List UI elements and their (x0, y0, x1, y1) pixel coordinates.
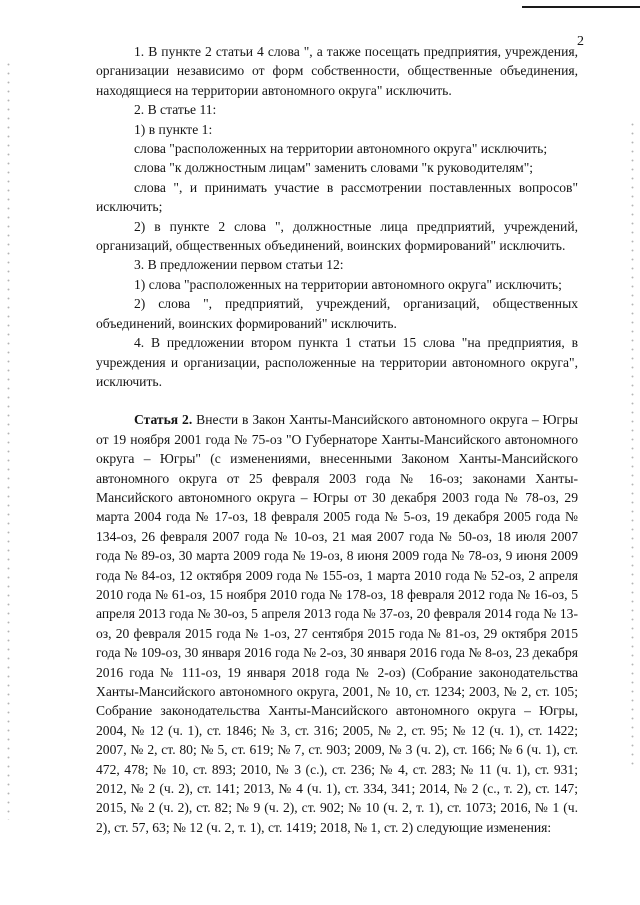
paragraph: слова "расположенных на территории автономного округа" исключить; (134, 141, 548, 157)
paragraph: 2. В статье 11: (134, 102, 217, 118)
paragraph: 3. В предложении первом статьи 12: (134, 257, 344, 273)
paragraph: 4. В предложении втором пункта 1 статьи 15 слова "на предприятия, в учреждения и организации, расположенные на территории автономного округа", исключить. (96, 335, 578, 389)
paragraph-gap (96, 391, 578, 410)
paragraph: слова ", и принимать участие в рассмотрении поставленных вопросов" исключить; (96, 179, 578, 215)
paragraph: 1) слова "расположенных на территории автономного округа" исключить; (134, 276, 562, 292)
scan-right-margin-marks (631, 120, 634, 770)
article-2-paragraph (96, 410, 578, 837)
paragraph: 1) в пункте 1: (134, 121, 213, 137)
article-heading: Статья 2. (134, 412, 193, 428)
scan-top-rule (522, 6, 640, 8)
paragraph: 2) слова ", предприятий, учреждений, организаций, общественных объединений, воинских формирований" исключить. (96, 296, 578, 331)
paragraph: 1. В пункте 2 статьи 4 слова ", а также посещать предприятия, учреждения, организации независимо от форм собственности, общественные объединения, находящиеся на территории автономного округа" исключить. (96, 44, 578, 98)
paragraph: 2) в пункте 2 слова ", должностные лица предприятий, учреждений, организаций, общественных объединений, воинских формирований" исключить. (96, 218, 578, 254)
page-number: 2 (577, 34, 584, 49)
document-body (96, 42, 578, 837)
article-2-text: Внести в Закон Ханты-Мансийского автономного округа – Югры от 19 ноября 2001 года № 75-оз "О Губернаторе Ханты-Мансийского автономного округа – Югры" (с изменениями, внесенными Законом Ханты-Мансийского автономного округа от 25 февраля 2003 года № 16-оз; законами Ханты-Мансийского автономного округа – Югры от 30 декабря 2003 года № 78-оз, 29 марта 2004 года № 17-оз, 18 февраля 2005 года № 5-оз, 19 декабря 2005 года № 134-оз, 26 февраля 2007 года № 10-оз, 21 мая 2007 года № 50-оз, 18 июля 2007 года № 89-оз, 30 марта 2009 года № 19-оз, 8 июня 2009 года № 78-оз, 9 июня 2009 года № 84-оз, 12 октября 2009 года № 155-оз, 1 марта 2010 года № 52-оз, 2 апреля 2010 года № 61-оз, 15 ноября 2010 года № 178-оз, 18 февраля 2012 года № 16-оз, 5 апреля 2013 года № 30-оз, 5 апреля 2013 года № 37-оз, 20 февраля 2014 года № 13-оз, 20 февраля 2015 года № 1-оз, 27 сентября 2015 года № 81-оз, 29 октября 2015 года № 109-оз, 30 января 2016 года № 2-оз, 30 января 2016 года № 8-оз, 23 декабря 2016 года № 111-оз, 19 января 2018 года № 2-оз) (Собрание законодательства Ханты-Мансийского автономного округа, 2001, № 10, ст. 1234; 2003, № 2, ст. 105; Собрание законодательства Ханты-Мансийского автономного округа – Югры, 2004, № 12 (ч. 1), ст. 1846; № 3, ст. 316; 2005, № 2, ст. 95; № 12 (ч. 1), ст. 1422; 2007, № 2, ст. 80; № 5, ст. 619; № 7, ст. 903; 2009, № 3 (ч. 2), ст. 166; № 6 (ч. 1), ст. 472, 478; № 10, ст. 893; 2010, № 3 (с.), ст. 236; № 4, ст. 283; № 11 (ч. 1), ст. 931; 2012, № 2 (ч. 2), ст. 141; 2013, № 4 (ч. 1), ст. 334, 341; 2014, № 2 (с., т. 2), ст. 147; 2015, № 2 (ч. 2), ст. 82; № 9 (ч. 2), ст. 902; № 10 (ч. 2, т. 1), ст. 1073; 2016, № 1 (ч. 2), ст. 57, 63; № 12 (ч. 2, т. 1), ст. 1419; 2018, № 1, ст. 2) следующие изменения: (96, 412, 579, 835)
paragraph: слова "к должностным лицам" заменить словами "к руководителям"; (134, 160, 534, 176)
scan-left-margin-marks (7, 60, 10, 820)
